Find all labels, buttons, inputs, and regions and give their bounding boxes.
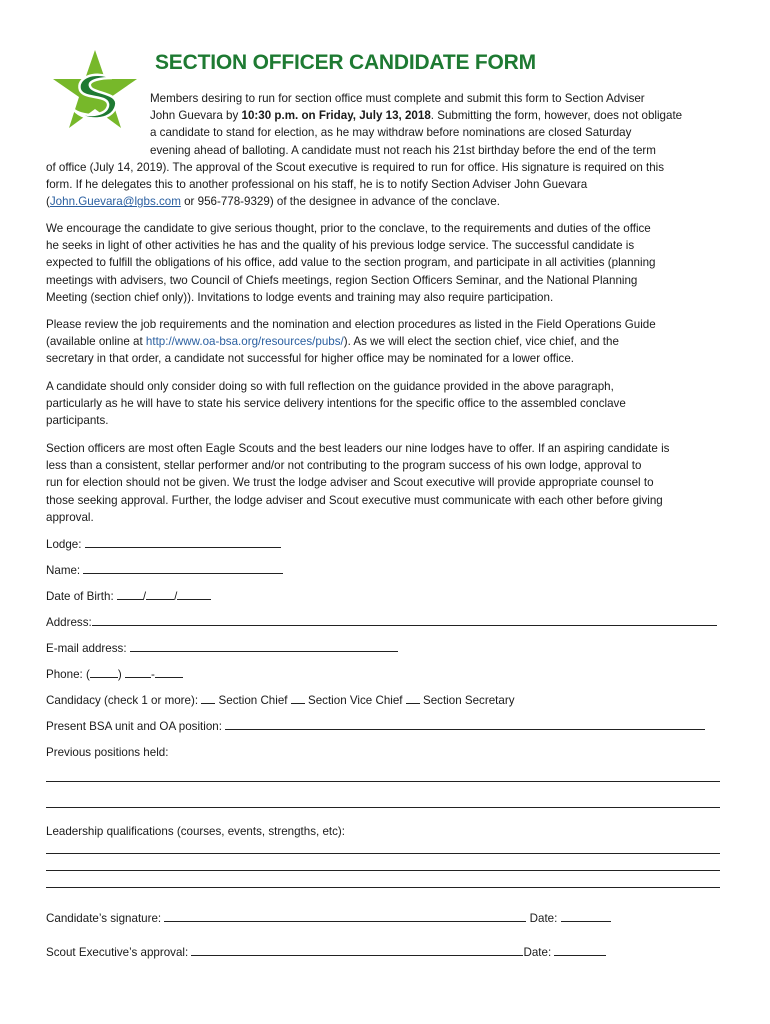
previous-positions-input[interactable] xyxy=(46,781,720,782)
scout-executive-signature-input[interactable] xyxy=(191,944,523,956)
dob-day-input[interactable] xyxy=(146,588,174,600)
eligibility-paragraph xyxy=(46,440,736,526)
scout-executive-date-input[interactable] xyxy=(554,944,606,956)
field-ops-guide-link[interactable]: http://www.oa-bsa.org/resources/pubs/ xyxy=(145,335,344,349)
address-input[interactable] xyxy=(92,614,717,626)
section-chief-checkbox[interactable] xyxy=(201,692,215,704)
address-field xyxy=(46,614,717,631)
paragraph-text: (available online at xyxy=(46,335,146,349)
paragraph-line xyxy=(46,333,736,350)
name-label: Name: xyxy=(46,564,81,577)
scout-executive-field xyxy=(46,944,606,961)
paragraph-line: he seeks in light of other activities he has and the quality of his previous lodge service. The successful candidate is xyxy=(46,239,635,253)
phone-line-input[interactable] xyxy=(155,666,183,678)
intro-line: of office (July 14, 2019). The approval of the Scout executive is required to run for office. His signature is required on this xyxy=(46,160,665,174)
paragraph-line: Section officers are most often Eagle Scouts and the best leaders our nine lodges have to offer. If an aspiring candidate is xyxy=(46,442,670,455)
phone-prefix-input[interactable] xyxy=(125,666,151,678)
dob-year-input[interactable] xyxy=(177,588,211,600)
section-chief-label: Section Chief xyxy=(218,694,288,707)
name-input[interactable] xyxy=(83,562,283,574)
candidacy-label: Candidacy (check 1 or more): xyxy=(46,694,199,707)
candidate-signature-label: Candidate’s signature: xyxy=(46,912,162,925)
candidate-signature-input[interactable] xyxy=(164,910,526,922)
paragraph-line: Meeting (section chief only)). Invitations to lodge events and training may also require participation. xyxy=(46,290,554,304)
section-vice-chief-checkbox[interactable] xyxy=(291,692,305,704)
email-field xyxy=(46,640,398,657)
dob-label: Date of Birth: xyxy=(46,590,114,603)
leadership-input[interactable] xyxy=(46,853,720,854)
paragraph-text: ). As we will elect the section chief, vice chief, and the xyxy=(343,335,619,349)
phone-paren: ) xyxy=(117,668,122,681)
paragraph-line: particularly as he will have to state his service delivery intentions for the specific office to the assembled conclave xyxy=(46,397,626,411)
phone-dash: - xyxy=(150,668,155,681)
leadership-input[interactable] xyxy=(46,870,720,871)
dob-separator: / xyxy=(142,590,147,603)
paragraph-line: approval. xyxy=(46,510,94,524)
paragraph-line: participants. xyxy=(46,414,109,428)
dob-field xyxy=(46,588,211,605)
leadership-field xyxy=(46,823,345,840)
intro-line: Members desiring to run for section office must complete and submit this form to Section Adviser xyxy=(150,92,645,105)
email-label: E-mail address: xyxy=(46,642,127,655)
adviser-email-link[interactable]: John.Guevara@lgbs.com xyxy=(49,195,181,209)
intro-text: or 956-778-9329) of the designee in advance of the conclave. xyxy=(180,195,500,209)
name-field xyxy=(46,562,283,579)
intro-line: a candidate to stand for election, as he may withdraw before nominations are closed Saturday xyxy=(150,126,632,140)
intro-line xyxy=(46,107,736,124)
paragraph-line: expected to fulfill the obligations of his office, add value to the section program, and participate in all activities (planning xyxy=(46,256,656,270)
address-label: Address: xyxy=(46,616,92,629)
dob-month-input[interactable] xyxy=(117,588,143,600)
paragraph-line: A candidate should only consider doing so with full reflection on the guidance provided in the above paragraph, xyxy=(46,380,614,393)
paragraph-line: meetings with advisers, two Council of Chiefs meetings, region Section Officers Seminar, and the National Planning xyxy=(46,273,638,287)
paragraph-line: less than a consistent, stellar performer and/or not contributing to the program success of his own lodge, approval to xyxy=(46,459,642,473)
email-input[interactable] xyxy=(130,640,398,652)
phone-area-input[interactable] xyxy=(90,666,118,678)
lodge-label: Lodge: xyxy=(46,538,82,551)
candidate-signature-field xyxy=(46,910,611,927)
lodge-field xyxy=(46,536,281,553)
phone-field xyxy=(46,666,183,683)
phone-label: Phone: ( xyxy=(46,668,90,681)
section-secretary-checkbox[interactable] xyxy=(406,692,420,704)
intro-line: evening ahead of balloting. A candidate must not reach his 21st birthday before the end of the term xyxy=(150,143,656,157)
previous-positions-input[interactable] xyxy=(46,807,720,808)
previous-positions-label: Previous positions held: xyxy=(46,746,169,759)
dob-separator: / xyxy=(174,590,178,603)
review-paragraph xyxy=(46,316,736,368)
candidate-date-input[interactable] xyxy=(561,910,611,922)
section-vice-chief-label: Section Vice Chief xyxy=(307,694,403,707)
intro-text: . Submitting the form, however, does not obligate xyxy=(430,109,683,123)
encouragement-paragraph xyxy=(46,220,736,306)
lodge-input[interactable] xyxy=(85,536,281,548)
reflection-paragraph xyxy=(46,378,736,430)
present-position-label: Present BSA unit and OA position: xyxy=(46,720,222,733)
leadership-label: Leadership qualifications (courses, events, strengths, etc): xyxy=(46,825,346,838)
present-position-input[interactable] xyxy=(225,718,705,730)
intro-line xyxy=(46,193,736,210)
candidacy-field xyxy=(46,692,515,709)
paragraph-line: run for election should not be given. We trust the lodge adviser and Scout executive will provide appropriate counsel to xyxy=(46,476,654,490)
previous-positions-field xyxy=(46,744,168,761)
intro-text: ( xyxy=(46,195,50,209)
paragraph-line: Please review the job requirements and the nomination and election procedures as listed in the Field Operations Guide xyxy=(46,318,656,331)
leadership-input[interactable] xyxy=(46,887,720,888)
scout-executive-label: Scout Executive’s approval: xyxy=(46,946,189,959)
page-title: SECTION OFFICER CANDIDATE FORM xyxy=(155,51,536,74)
intro-text: John Guevara by xyxy=(150,109,242,123)
paragraph-line: secretary in that order, a candidate not successful for higher office may be nominated for a lower office. xyxy=(46,352,575,366)
paragraph-line: We encourage the candidate to give serious thought, prior to the conclave, to the requirements and duties of the office xyxy=(46,222,651,235)
scout-executive-date-label: Date: xyxy=(523,946,552,959)
section-secretary-label: Section Secretary xyxy=(422,694,515,707)
present-position-field xyxy=(46,718,705,735)
candidate-date-label: Date: xyxy=(529,912,558,925)
intro-paragraph xyxy=(46,90,736,210)
paragraph-line: those seeking approval. Further, the lodge adviser and Scout executive must communicate with each other before giving xyxy=(46,493,663,507)
intro-line: form. If he delegates this to another professional on his staff, he is to notify Section Adviser John Guevara xyxy=(46,178,588,192)
deadline-text: 10:30 p.m. on Friday, July 13, 2018 xyxy=(241,109,431,123)
